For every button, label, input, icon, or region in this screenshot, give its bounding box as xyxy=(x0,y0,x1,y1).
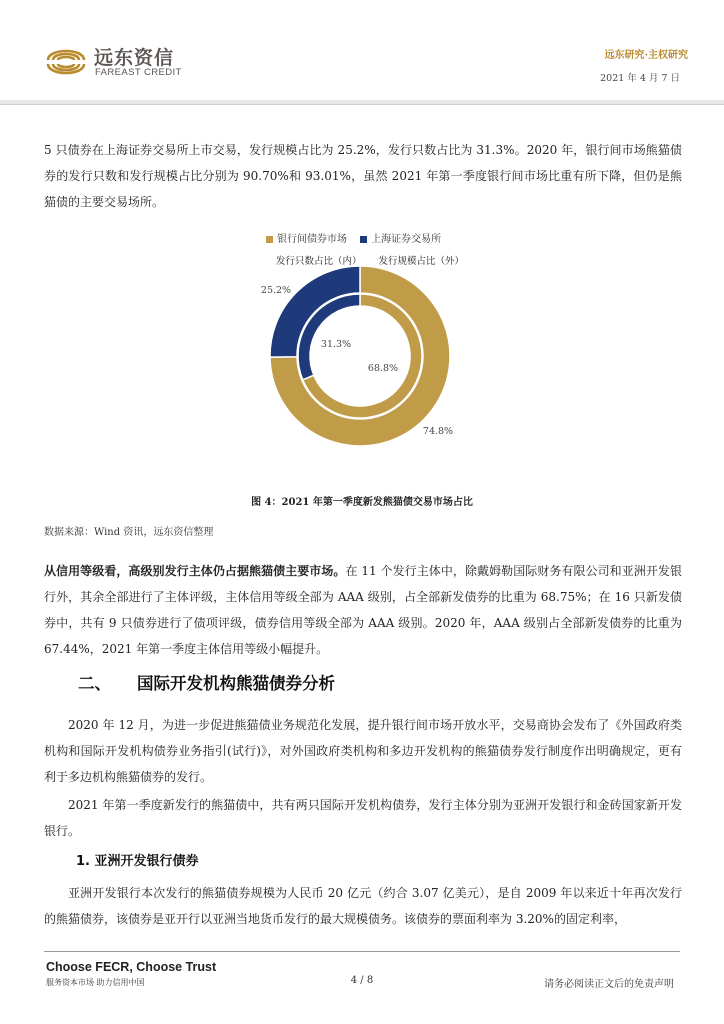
section-number: 二、 xyxy=(78,674,111,693)
inner-ring-label: 发行只数占比（内） xyxy=(276,256,362,267)
data-label-inner-interbank: 68.8% xyxy=(367,363,399,374)
paragraph-adb-bond: 亚洲开发银行本次发行的熊猫债券规模为人民币 20 亿元（约合 3.07 亿美元），是自 2009 年以来近十年再次发行的熊猫债券，该债券是亚开行以亚洲当地货币发行的最大规模债务。该债券的票面利率为 3.20%的固定利率， xyxy=(44,886,682,926)
paragraph-lead-sentence: 从信用等级看，高级别发行主体仍占据熊猫债主要市场。 xyxy=(44,564,346,578)
donut-chart xyxy=(240,266,480,446)
header-divider-thin xyxy=(0,104,724,105)
chart-legend xyxy=(266,230,451,245)
section-title: 国际开发机构熊猫债券分析 xyxy=(137,674,335,693)
logo-icon xyxy=(44,40,88,80)
page-header xyxy=(0,0,724,104)
legend-swatch-shanghai xyxy=(360,236,367,243)
legend-item-shanghai xyxy=(360,230,441,245)
legend-label-shanghai: 上海证券交易所 xyxy=(371,234,442,245)
legend-label-interbank: 银行间债券市场 xyxy=(277,234,347,245)
chart-ring-labels xyxy=(276,253,478,267)
data-label-inner-shanghai: 31.3% xyxy=(320,339,352,350)
section-heading xyxy=(78,670,335,694)
company-logo xyxy=(44,40,194,80)
footer-slogan-en: Choose FECR, Choose Trust xyxy=(46,960,217,974)
paragraph-body: 在 11 个发行主体中，除戴姆勒国际财务有限公司和亚洲开发银行外，其余全部进行了主体评级，主体信用等级全部为 AAA 级别，占全部新发债券的比重为 68.75%；在 16 只新发债券中，共有 9 只债券进行了债项评级，债券信用等级全部为 AAA 级别。2020 年，AAA 级别占全部新发债券的比重为 67.44%，2021 年第一季度主体信用等级小幅提升。 xyxy=(44,564,682,656)
paragraph-market-share: 5 只债券在上海证券交易所上市交易，发行规模占比为 25.2%，发行只数占比为 31.3%。2020 年，银行间市场熊猫债券的发行只数和发行规模占比分别为 90.70%和 93.01%，虽然 2021 年第一季度银行间市场比重有所下降，但仍是熊猫债的主要交易场所。 xyxy=(44,143,682,209)
data-label-outer-interbank: 74.8% xyxy=(422,426,454,437)
footer-disclaimer: 请务必阅读正文后的免责声明 xyxy=(544,979,674,990)
footer-divider xyxy=(44,951,680,952)
report-category: 远东研究·主权研究 xyxy=(604,50,688,61)
logo-english-name: FAREAST CREDIT xyxy=(95,67,182,78)
legend-swatch-interbank xyxy=(266,236,273,243)
paragraph-issuers: 2021 年第一季度新发行的熊猫债中，共有两只国际开发机构债券，发行主体分别为亚洲开发银行和金砖国家新开发银行。 xyxy=(44,798,682,838)
figure-caption: 图 4：2021 年第一季度新发熊猫债交易市场占比 xyxy=(251,497,473,508)
data-label-outer-shanghai: 25.2% xyxy=(260,285,292,296)
report-date: 2021 年 4 月 7 日 xyxy=(600,73,680,84)
figure-source: 数据来源：Wind 资讯，远东资信整理 xyxy=(44,527,214,538)
subsection-heading: 1. 亚洲开发银行债券 xyxy=(76,854,199,869)
paragraph-guideline: 2020 年 12 月，为进一步促进熊猫债业务规范化发展，提升银行间市场开放水平，交易商协会发布了《外国政府类机构和国际开发机构债券业务指引(试行)》，对外国政府类机构和多边开发机构的熊猫债券发行制度作出明确规定，更有利于多边机构熊猫债券的发行。 xyxy=(44,718,682,784)
outer-ring-label: 发行规模占比（外） xyxy=(378,256,465,267)
legend-item-interbank xyxy=(266,230,347,245)
logo-chinese-name: 远东资信 xyxy=(94,47,175,69)
paragraph-credit-rating xyxy=(44,558,682,662)
page-number: 4 / 8 xyxy=(350,975,374,986)
footer-slogan-cn: 服务资本市场 助力信用中国 xyxy=(46,978,145,987)
